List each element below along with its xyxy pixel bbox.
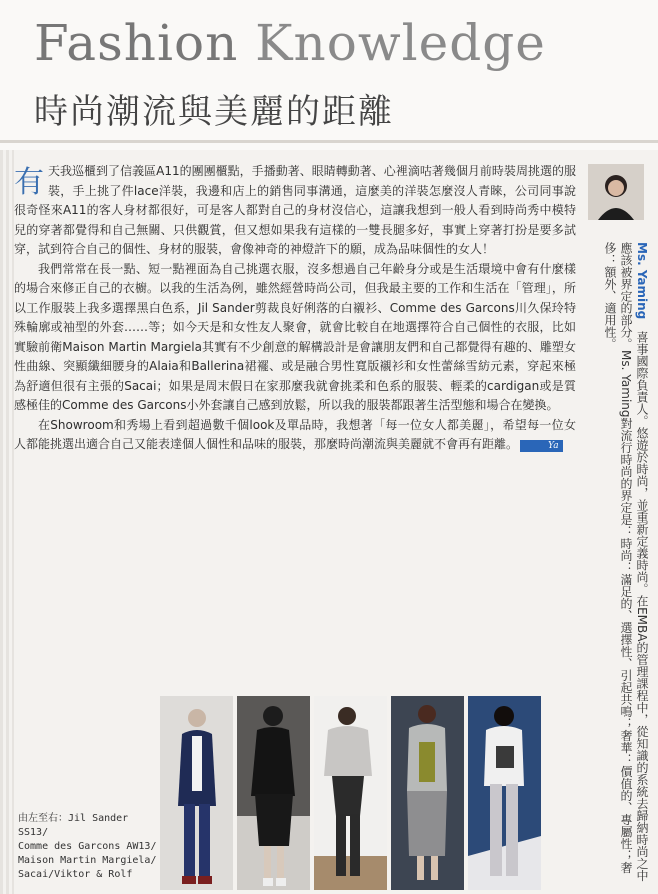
paragraph-text: 在Showroom和秀場上看到超過數千個look及單品時，我想著「每一位女人都美麗」，希望每一位女人都能挑選出適合自己又能表達個人個性和品味的服裝，那麼時尚潮流與美麗就不會再有距離。 xyxy=(14,417,576,451)
author-sidebar xyxy=(586,162,658,894)
author-bio xyxy=(602,242,650,882)
paragraph-text: 天我巡櫃到了信義區A11的團團櫃點，手播動著、眼睛轉動著、心裡滴咕著幾個月前時裝周挑選的服裝，手上挑了件lace洋裝，我邊和店上的銷售同事溝通，這麼美的洋裝怎麼沒人青睞，公司同事說很奇怪來A11的客人身材都很好，可是客人都對自己的身材沒信心，這讓我想到一般人看到時尚秀中模特兒的穿著都覺得和自己無關、只供觀賞，但又想如果我有這樣的一雙長腿多好，事實上穿著打扮是要多試穿，試到符合自己的個性、身材的服裝，會像神奇的神燈許下的願，成為品味個性的女人！ xyxy=(14,164,576,256)
caption-line: 由左至右：Jil Sander SS13/ xyxy=(18,813,129,838)
article-paragraph-2: 我們常常在長一點、短一點裡面為自己挑選衣服，沒多想過自己年齡身分或是生活環境中會有什麼樣的場合來修正自己的衣櫥。以我的生活為例，雖然經營時尚公司，但我最主要的工作和生活在「管理」，所以工作服裝上我多選擇黑白色系，Jil Sander剪裁良好俐落的白襯衫、Comme des Garcons川久保玲特殊輪廓或袖型的外套……等；如今天是和女性友人聚會，就會比較自在地選擇符合自己個性的衣服，比如實驗前衛Maison Martin Margiela其實有不少創意的解構設計是會讓朋友們和自己都覺得有趣的、雕塑女性曲線、突顯纖細腰身的Alaia和Ballerina裙襬、或是融合男性寬版襯衫和女性蕾絲雪紡元素，穿起來極為舒適但很有主張的Sacai；如果是周末假日在家那麼我就會挑柔和色系的服裝、輕柔的cardigan或是質感極佳的Comme des Garcons小外套讓自己感到放鬆，所以我的服裝都跟著生活型態和場合在變換。 xyxy=(14,261,576,412)
runway-photo-viktor-and-rolf xyxy=(468,696,541,890)
article-paragraph-3 xyxy=(14,416,576,455)
drop-cap: 有 xyxy=(14,165,44,200)
caption-line: Maison Martin Margiela/ xyxy=(18,855,157,866)
runway-photo-sacai xyxy=(391,696,464,890)
title-word-fashion: Fashion xyxy=(34,14,256,72)
runway-photo-maison-martin-margiela xyxy=(314,696,387,890)
runway-photo-comme-des-garcons xyxy=(237,696,310,890)
caption-line: Sacai/Viktor & Rolf xyxy=(18,869,133,880)
runway-photo-strip xyxy=(160,696,541,890)
page-header xyxy=(0,0,658,150)
page-title xyxy=(34,14,546,72)
caption-line: Comme des Garcons AW13/ xyxy=(18,841,157,852)
author-name: Ms. Yaming xyxy=(635,242,649,320)
title-word-knowledge: Knowledge xyxy=(255,14,546,72)
runway-photo-jil-sander xyxy=(160,696,233,890)
article-end-mark: Ya xyxy=(520,440,563,452)
header-divider xyxy=(0,140,658,143)
photo-caption xyxy=(18,812,158,882)
article-body xyxy=(14,162,576,455)
author-portrait xyxy=(588,164,644,220)
author-bio-text: 喜事國際負責人。悠遊於時尚，並重新定義時尚。在EMBA的管理課程中，從知識的系統去歸納時尚之中應該被界定的部分。Ms. Yaming對流行時尚的界定是：時尚：滿足的、選擇性、引起共鳴；奢華：價值的、專屬性；奢侈：額外、適用性。 xyxy=(603,242,649,882)
page-subtitle: 時尚潮流與美麗的距離 xyxy=(34,92,394,132)
article-paragraph-1 xyxy=(14,162,576,260)
